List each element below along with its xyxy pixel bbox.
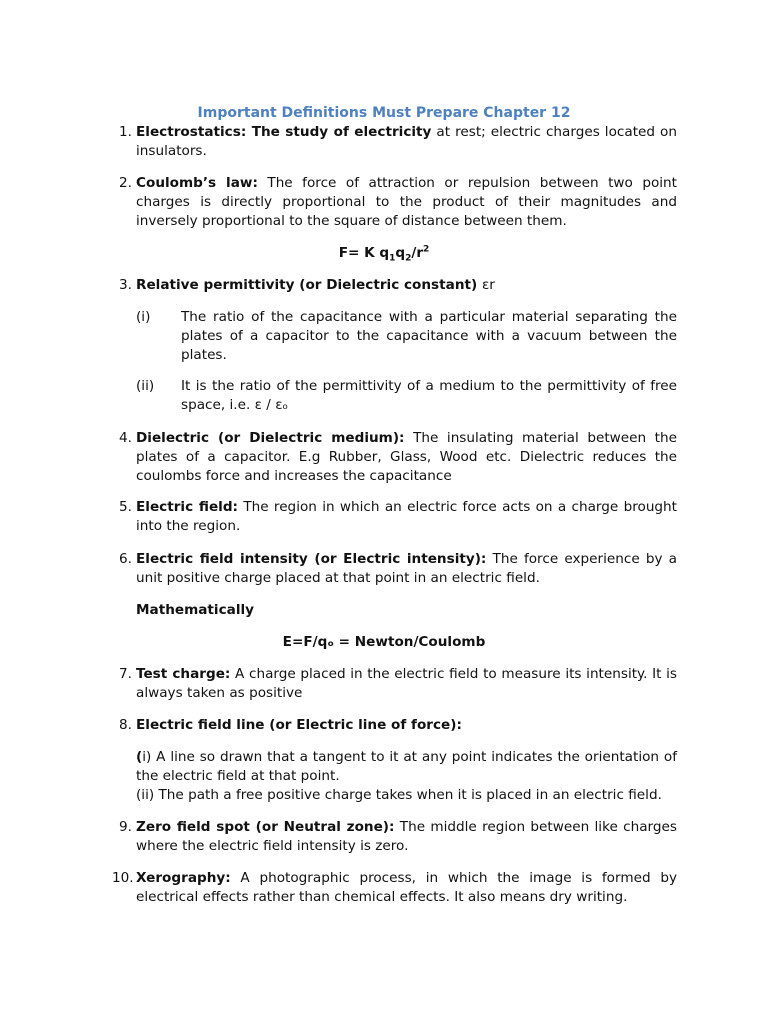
- mathematically-label: Mathematically: [136, 602, 255, 618]
- definition-item: [112, 869, 677, 907]
- definition-text: The insulating material between the plates of a capacitor. E.g Rubber, Glass, Wood etc. Dielectric reduces the coulombs force and increases the capacitance: [136, 430, 677, 484]
- definition-term: Coulomb’s law:: [136, 175, 258, 191]
- field-formula: E=F/qₒ = Newton/Coulomb: [282, 634, 486, 650]
- definition-text: A charge placed in the electric field to measure its intensity. It is always taken as positive: [136, 666, 677, 701]
- field-line-description: (i) A line so drawn that a tangent to it at any point indicates the orientation of the electric field at that point.: [136, 749, 677, 784]
- definition-item: [119, 550, 677, 588]
- item-number: 4.: [119, 430, 132, 446]
- definition-text: The force of attraction or repulsion between two point charges is directly proportional to the product of their magnitudes and inversely proportional to the square of distance between them.: [136, 175, 678, 229]
- definition-term: Electrostatics: The study of electricity: [136, 124, 432, 140]
- definition-item: [119, 276, 677, 295]
- definition-item: [119, 818, 677, 856]
- sub-text: The ratio of the capacitance with a particular material separating the plates of a capacitor to the capacitance with a vacuum between the plates.: [181, 309, 677, 363]
- definition-term: Dielectric (or Dielectric medium):: [136, 430, 405, 446]
- item-number: 1.: [119, 124, 132, 140]
- item-number: 2.: [119, 175, 132, 191]
- definition-item: [119, 665, 677, 703]
- definition-term: Electric field:: [136, 499, 238, 515]
- field-line-point-2: (ii) The path a free positive charge takes when it is placed in an electric field.: [136, 787, 662, 803]
- item-number: 8.: [119, 717, 132, 733]
- definition-term: Electric field line (or Electric line of force):: [136, 717, 462, 733]
- epsilon-r-symbol: εr: [481, 277, 495, 293]
- sub-text: It is the ratio of the permittivity of a medium to the permittivity of free space, i.e. ε / εₒ: [181, 378, 677, 413]
- definition-term: Test charge:: [136, 666, 231, 682]
- definition-item: [119, 498, 678, 536]
- item-number: 7.: [119, 666, 132, 682]
- page-title: Important Definitions Must Prepare Chapter 12: [197, 105, 571, 121]
- definition-text: The force experience by a unit positive charge placed at that point in an electric field.: [136, 551, 677, 586]
- sub-label: (i): [136, 309, 151, 325]
- item-number: 10.: [112, 870, 134, 886]
- definition-text: The region in which an electric force acts on a charge brought into the region.: [136, 499, 678, 534]
- definition-text: at rest; electric charges located on insulators.: [136, 124, 677, 159]
- definition-term: Relative permittivity (or Dielectric constant): [136, 277, 482, 293]
- definition-item: [119, 123, 677, 161]
- field-line-point-1: i) A line so drawn that a tangent to it at any point indicates the orientation of the electric field at that point.: [136, 749, 677, 784]
- item-number: 5.: [119, 499, 132, 515]
- definition-term: Electric field intensity (or Electric intensity):: [136, 551, 487, 567]
- definition-item: [119, 716, 677, 735]
- item-number: 9.: [119, 819, 132, 835]
- definition-text: The middle region between like charges where the electric field intensity is zero.: [136, 819, 677, 854]
- definition-term: Zero field spot (or Neutral zone):: [136, 819, 395, 835]
- item-number: 6.: [119, 551, 132, 567]
- definition-item: [119, 429, 677, 486]
- coulomb-formula: F= K $q_1q_2/r^2$: [338, 244, 430, 264]
- definition-text: A photographic process, in which the image is formed by electrical effects rather than chemical effects. It also means dry writing.: [136, 870, 677, 905]
- sub-label: (ii): [136, 378, 155, 394]
- item-number: 3.: [119, 277, 132, 293]
- definition-term: Xerography:: [136, 870, 231, 886]
- definition-item: [119, 174, 678, 231]
